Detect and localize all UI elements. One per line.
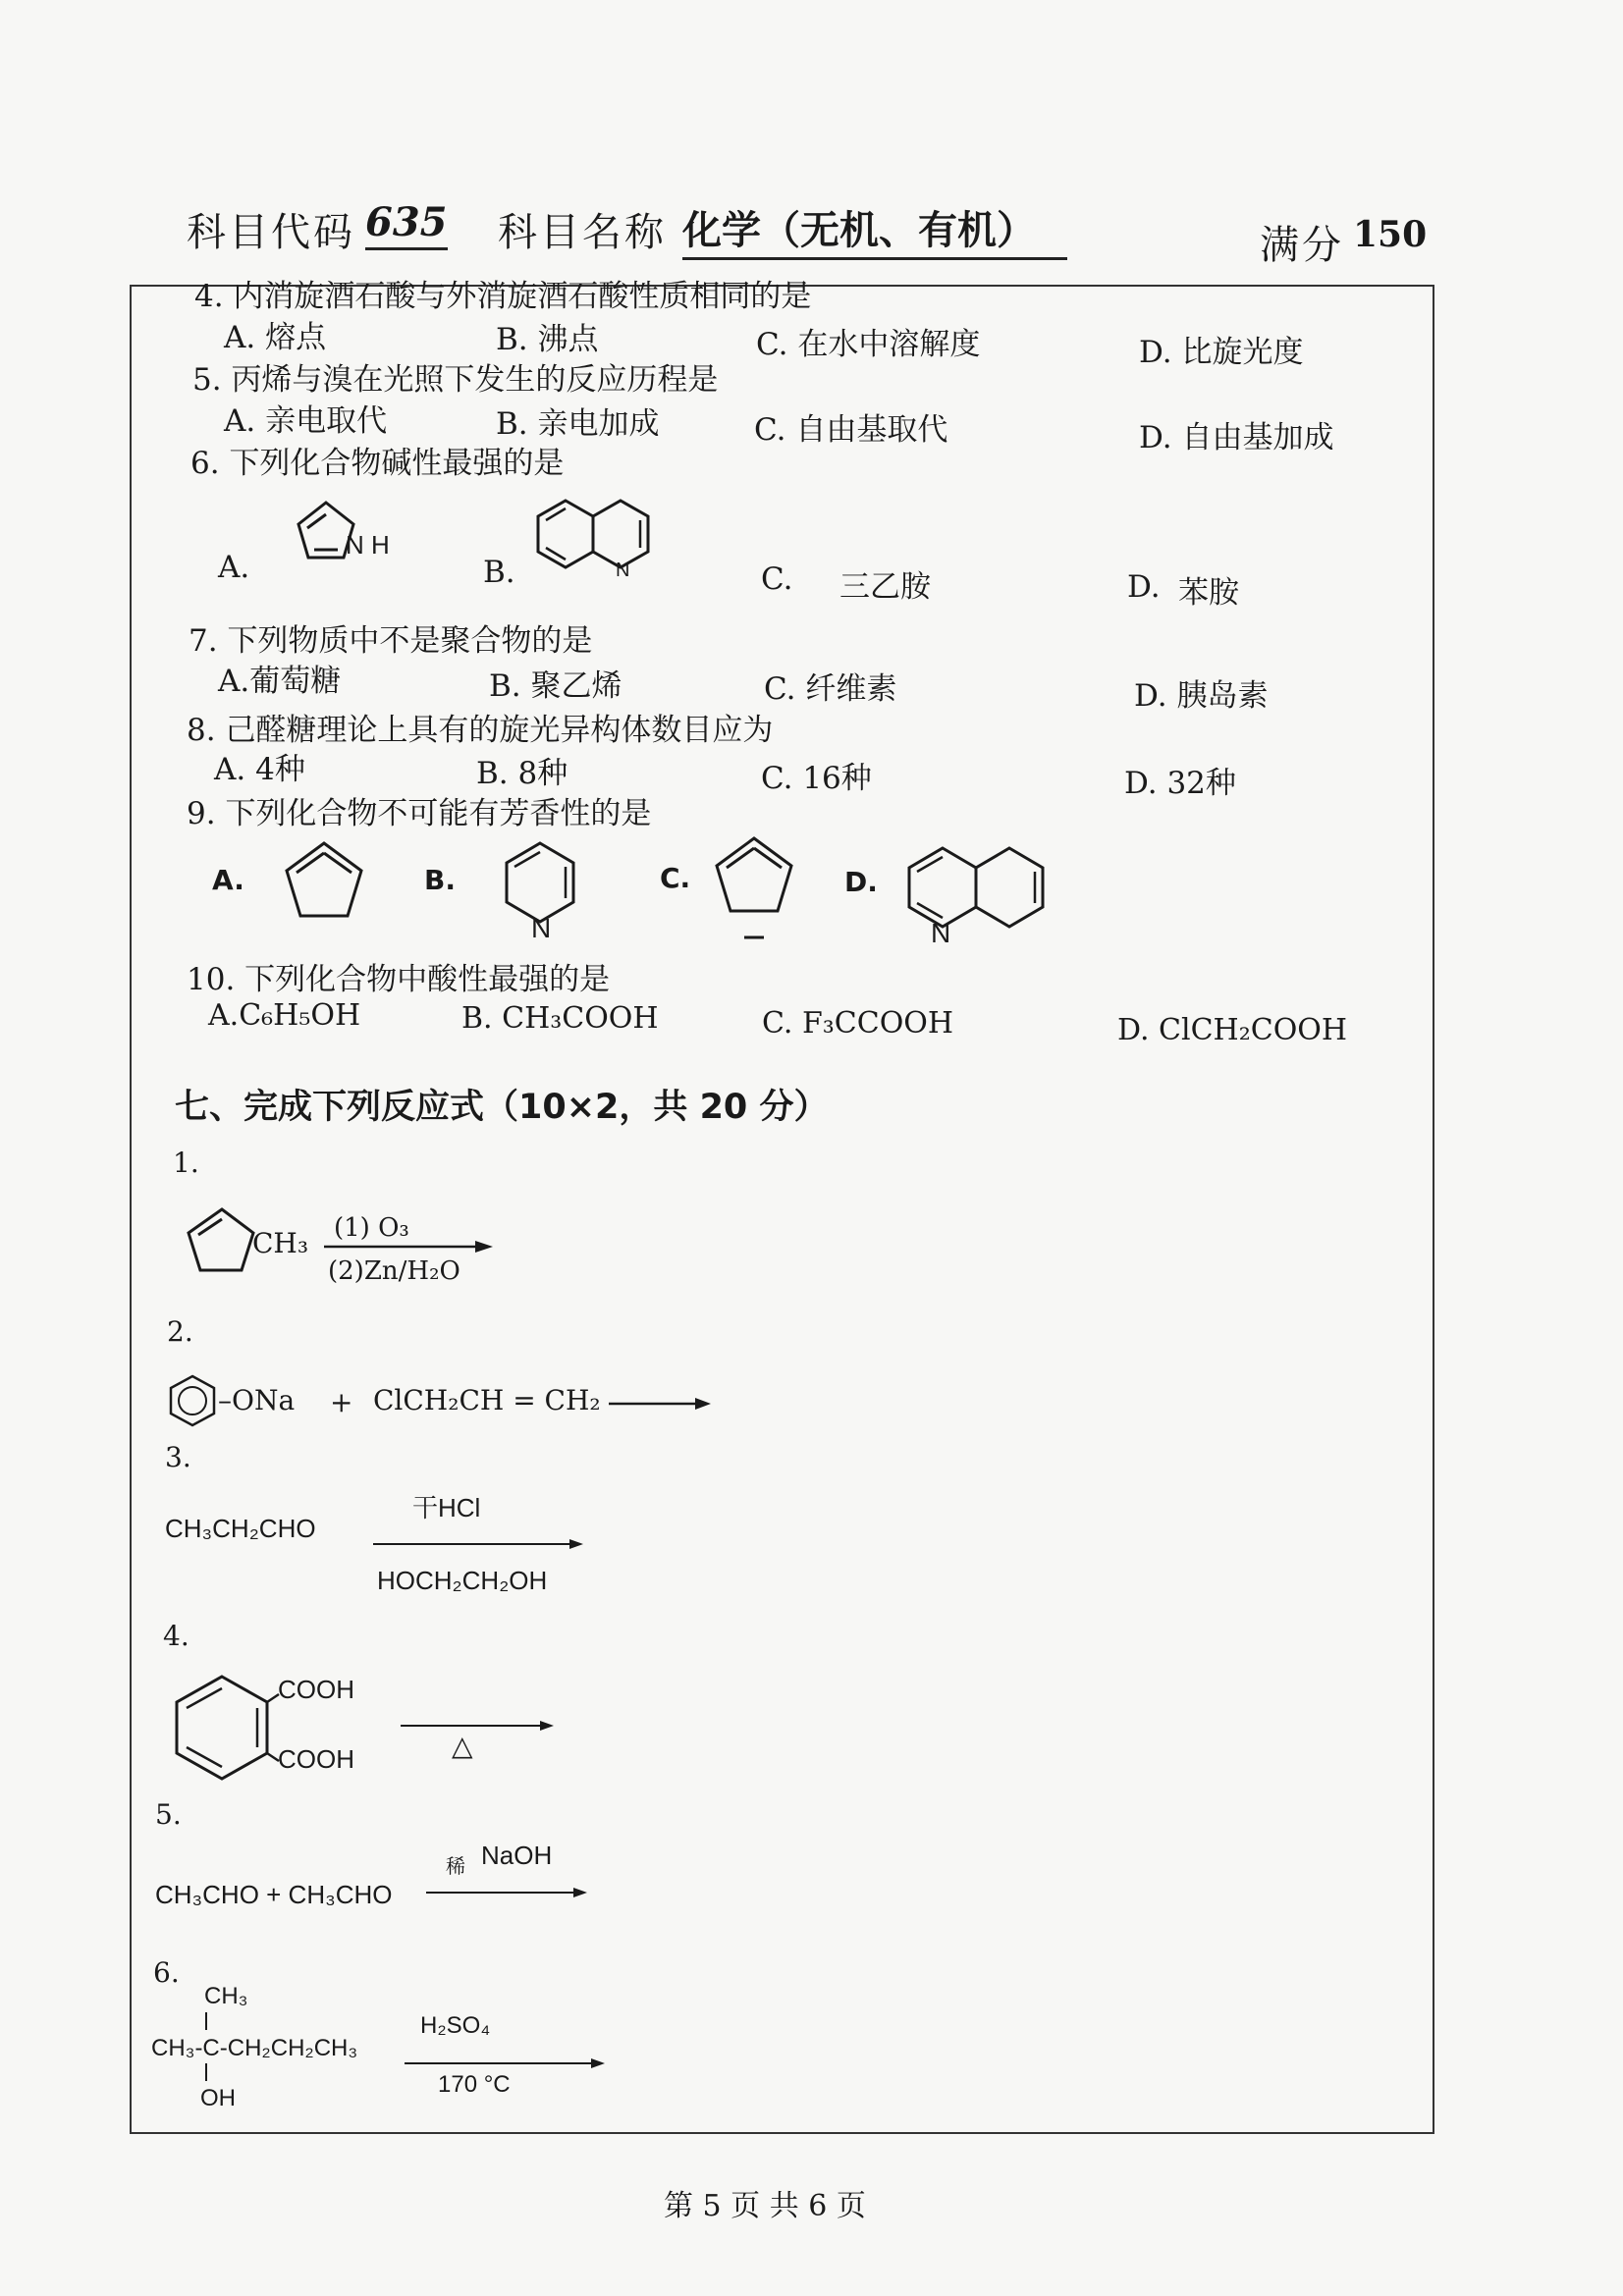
q4-option-a: A. 熔点 — [224, 320, 327, 355]
q5-option-d: D. 自由基加成 — [1139, 420, 1334, 455]
quinoline-n-label: N — [616, 560, 630, 581]
r5-reactant: CH₃CHO + CH₃CHO — [155, 1880, 393, 1909]
q6-option-c: C. — [761, 561, 793, 597]
r5-number: 5. — [155, 1798, 182, 1831]
r2-arrow — [609, 1396, 717, 1412]
full-score: 150 — [1353, 214, 1428, 255]
r3-number: 3. — [165, 1441, 191, 1473]
r6-condition-top: H₂SO₄ — [420, 2012, 491, 2039]
r1-number: 1. — [173, 1147, 199, 1179]
q8-option-b: B. 8种 — [476, 756, 568, 791]
r5-arrow — [426, 1885, 593, 1900]
r2-left: –ONa — [218, 1384, 296, 1416]
subject-name: 化学（无机、有机） — [682, 199, 1067, 260]
q9-option-d: D. — [844, 866, 878, 898]
r6-number: 6. — [153, 1956, 180, 1989]
q10-option-b: B. CH₃COOH — [461, 1001, 659, 1036]
r5-condition-dilute: 稀 — [446, 1854, 465, 1878]
q10 — [187, 954, 610, 998]
cyclopentadienyl-anion-structure — [709, 834, 807, 952]
q4-option-b: B. 沸点 — [496, 322, 599, 357]
q5 — [192, 354, 718, 399]
q8-option-c: C. 16种 — [761, 761, 872, 796]
q4-number: 4. — [194, 279, 224, 314]
q4 — [194, 271, 811, 315]
q9-option-a: A. — [212, 864, 244, 896]
q5-option-a: A. 亲电取代 — [224, 403, 388, 439]
r1-arrow — [324, 1239, 501, 1255]
r4-arrow — [401, 1718, 558, 1734]
q8-option-a: A. 4种 — [214, 752, 305, 787]
q9-option-b: B. — [424, 864, 456, 896]
q10-option-a: A.C₆H₅OH — [208, 998, 361, 1033]
q7-option-a: A.葡萄糖 — [218, 664, 342, 699]
q10-number: 10. — [187, 962, 236, 997]
q9-option-c: C. — [660, 862, 691, 894]
q10-stem: 下列化合物中酸性最强的是 — [244, 962, 611, 997]
r3-condition-bottom: HOCH₂CH₂OH — [377, 1566, 548, 1595]
r1-substituent: CH₃ — [252, 1227, 309, 1259]
quinoline-structure-b — [530, 499, 668, 587]
quinoline-structure-d — [903, 844, 1060, 952]
r6-condition-bottom: 170 °C — [438, 2071, 511, 2098]
r4-heat-symbol: △ — [452, 1730, 473, 1762]
q7-stem: 下列物质中不是聚合物的是 — [227, 623, 593, 659]
q6-option-c-text: 三乙胺 — [839, 569, 931, 605]
q7-option-d: D. 胰岛素 — [1134, 678, 1269, 714]
q5-number: 5. — [192, 362, 222, 398]
q8-stem: 己醛糖理论上具有的旋光异构体数目应为 — [225, 713, 774, 748]
r2-right: ClCH₂CH = CH₂ — [373, 1384, 601, 1416]
q9-number: 9. — [187, 796, 216, 831]
q4-stem: 内消旋酒石酸与外消旋酒石酸性质相同的是 — [233, 279, 812, 314]
benzene-ring-r2 — [165, 1372, 224, 1431]
q6 — [190, 438, 564, 482]
cyclopentadiene-structure — [279, 839, 377, 928]
subject-name-label: 科目名称 — [498, 210, 667, 255]
r6-main-chain: CH₃-C-CH₂CH₂CH₃ — [151, 2035, 358, 2061]
subject-code: 635 — [365, 199, 448, 250]
r2-plus: + — [330, 1386, 353, 1418]
q6-number: 6. — [190, 446, 220, 481]
q6-option-b: B. — [483, 555, 515, 590]
q5-option-c: C. 自由基取代 — [754, 412, 948, 448]
q8-option-d: D. 32种 — [1124, 766, 1236, 801]
q6-stem: 下列化合物碱性最强的是 — [229, 446, 565, 481]
r4-substituent-top: COOH — [278, 1675, 354, 1704]
full-score-label: 满分 — [1260, 223, 1344, 268]
r3-condition-top: 干HCl — [412, 1493, 481, 1522]
r3-arrow — [373, 1536, 589, 1552]
q5-option-b: B. 亲电加成 — [496, 406, 660, 442]
r1-condition-top: (1) O₃ — [334, 1213, 409, 1243]
q5-stem: 丙烯与溴在光照下发生的反应历程是 — [231, 362, 719, 398]
subject-code-label: 科目代码 — [187, 210, 355, 255]
r6-hydroxyl: OH — [200, 2085, 236, 2111]
quinoline-d-n-label: N — [931, 918, 951, 948]
q7-option-c: C. 纤维素 — [764, 671, 897, 707]
section-7-title: 七、完成下列反应式（10×2，共 20 分） — [175, 1088, 829, 1127]
r1-condition-bottom: (2)Zn/H₂O — [328, 1256, 460, 1286]
q10-option-c: C. F₃CCOOH — [762, 1006, 954, 1041]
q8 — [187, 705, 773, 749]
q8-number: 8. — [187, 713, 216, 748]
q9 — [187, 788, 651, 832]
q6-option-a: A. — [218, 550, 250, 585]
q9-stem: 下列化合物不可能有芳香性的是 — [225, 796, 652, 831]
r5-condition: NaOH — [481, 1841, 553, 1870]
q7-option-b: B. 聚乙烯 — [489, 668, 622, 704]
q4-option-c: C. 在水中溶解度 — [756, 327, 981, 362]
r6-arrow — [405, 2056, 611, 2071]
q7 — [189, 615, 592, 660]
page-footer: 第 5 页 共 6 页 — [664, 2189, 866, 2223]
pyrrole-nh-label: N H — [346, 530, 390, 560]
r4-substituent-bottom: COOH — [278, 1744, 354, 1774]
q10-option-d: D. ClCH₂COOH — [1117, 1013, 1348, 1047]
phthalic-acid-ring — [165, 1669, 283, 1787]
r4-number: 4. — [163, 1620, 189, 1652]
r2-number: 2. — [167, 1315, 193, 1348]
q4-option-d: D. 比旋光度 — [1139, 335, 1304, 370]
r3-reactant: CH₃CH₂CHO — [165, 1514, 316, 1543]
pyridine-n-label: N — [531, 913, 552, 943]
q6-option-d: D. — [1127, 569, 1161, 605]
q6-option-d-text: 苯胺 — [1178, 575, 1239, 611]
r6-top-methyl: CH₃ — [204, 1983, 248, 2009]
methylcyclopentene-structure — [167, 1200, 265, 1288]
q7-number: 7. — [189, 623, 218, 659]
